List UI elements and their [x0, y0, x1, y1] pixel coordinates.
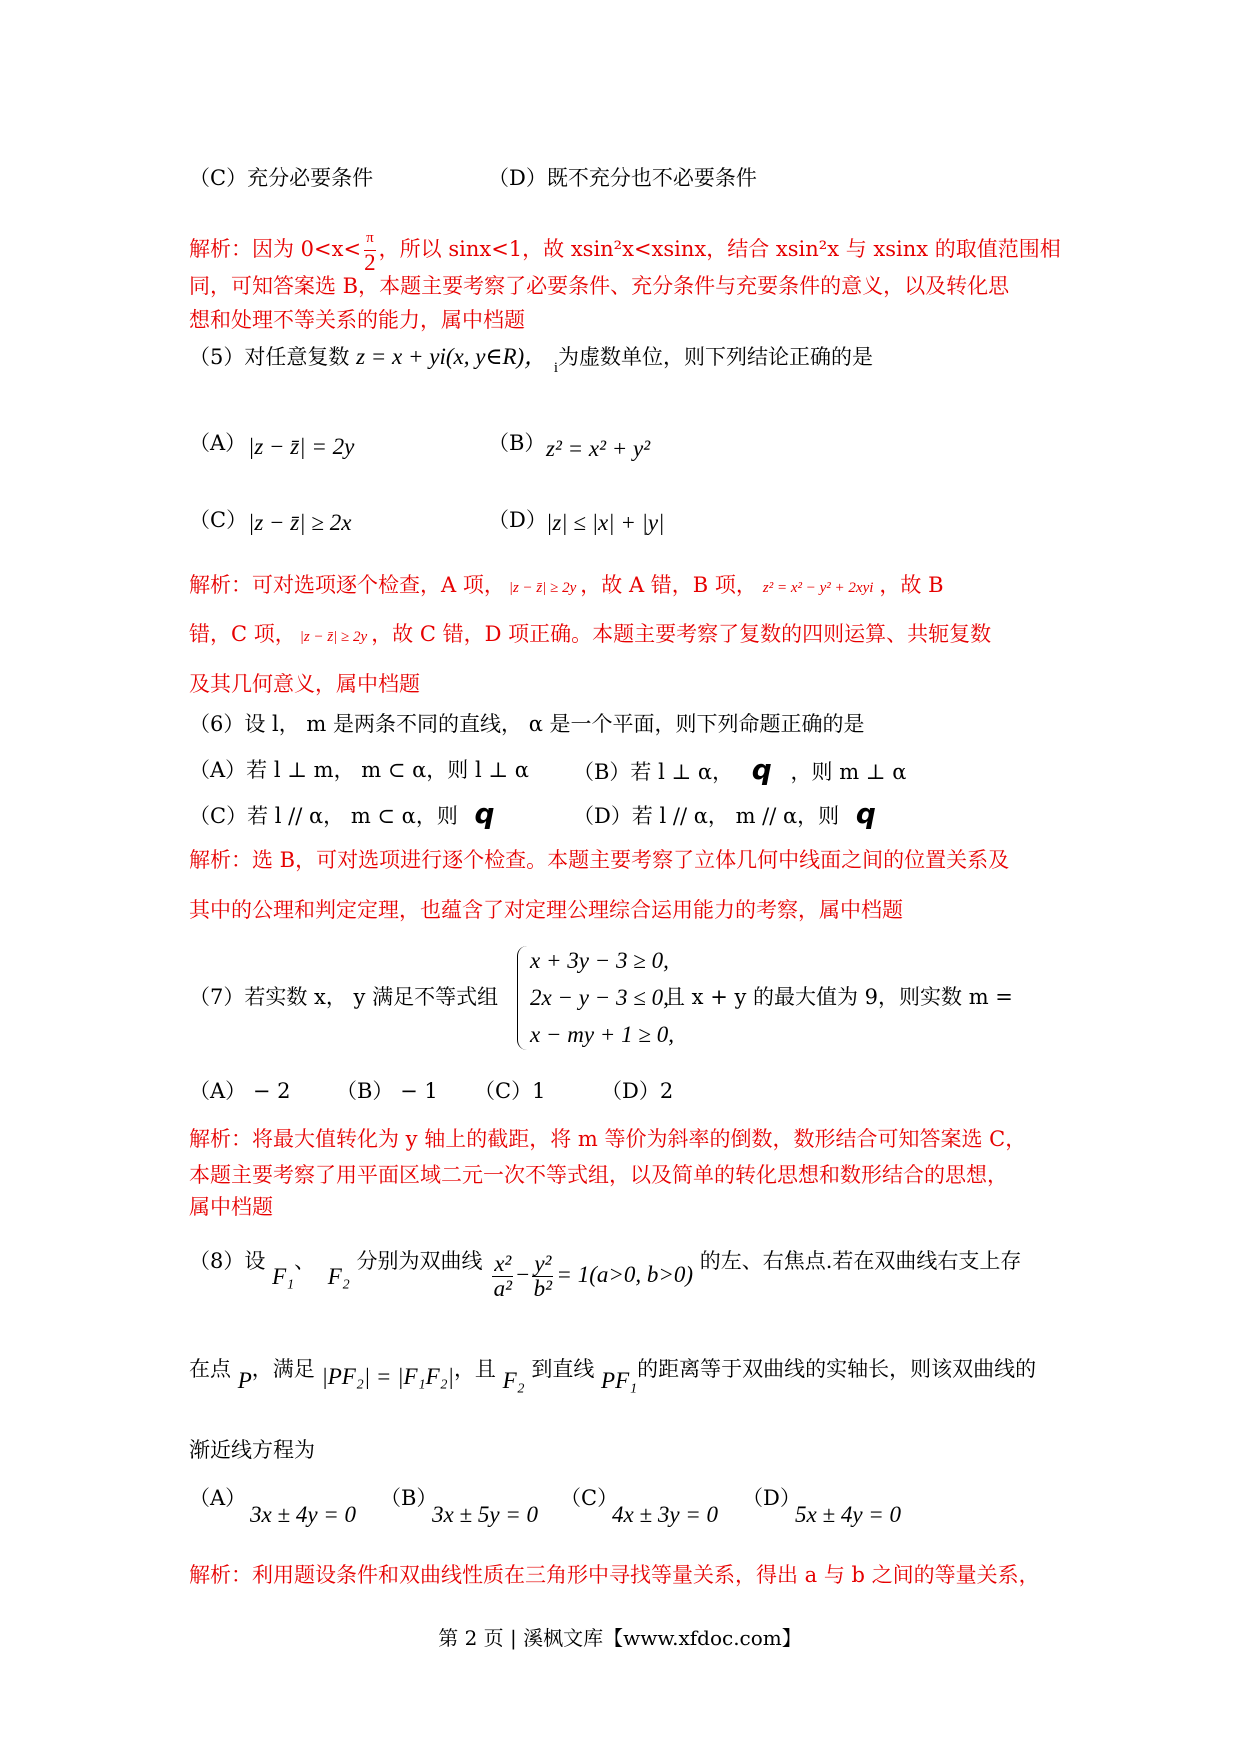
q6-missing-formula-glyph: q [855, 797, 876, 830]
q5-analysis-text-5: ，故 C 错，D 项正确。本题主要考察了复数的四则运算、共轭复数 [371, 622, 992, 646]
q6-missing-formula-glyph: q [474, 797, 495, 830]
q5-analysis-text-3: ，故 B [879, 573, 944, 597]
q8-minus-sign: − [516, 1262, 530, 1287]
q8-option-d-formula: 5x ± 4y = 0 [795, 1502, 902, 1527]
q8-fraction-y [532, 1252, 553, 1301]
q5-option-a-formula: |z − z̄| = 2y [248, 434, 355, 459]
q5-option-a-label: （A） [189, 431, 247, 455]
q5-analysis-text: 解析：可对选项逐个检查，A 项， [189, 573, 505, 597]
q5-option-c-label: （C） [189, 508, 248, 532]
q8-condition-formula: |PF₂| = |F₁F₂| [321, 1364, 454, 1389]
q7-option-b: （B） − 1 [336, 1079, 438, 1103]
q7-analysis-line-2: 本题主要考察了用平面区域二元一次不等式组，以及简单的转化思想和数形结合的思想， [189, 1163, 1008, 1187]
q8-fraction-x [492, 1252, 513, 1301]
q6-option-d [573, 799, 876, 831]
q8-option-d-label: （D） [742, 1486, 801, 1510]
q8-stem-line-1 [189, 1238, 1022, 1301]
q5-stem [189, 342, 873, 375]
q8-stem-text-2: 分别为双曲线 [356, 1249, 483, 1273]
q5-stem-formula: z = x + yi(x, y∈R)， [356, 344, 548, 369]
q8-option-a-label: （A） [189, 1486, 247, 1510]
q6-option-c-text: （C）若 l // α， m ⊂ α，则 [189, 804, 458, 828]
q4-analysis-text-cont: ，所以 sinx<1，故 xsin²x<xsinx，结合 xsin²x 与 xsinx 的取值范围相 [378, 237, 1061, 261]
q8-stem-text: （8）设 [189, 1249, 266, 1273]
q8-focus-f2: F₂ [327, 1264, 350, 1289]
q4-analysis-line-1 [189, 226, 1061, 275]
q7-option-a: （A） − 2 [189, 1079, 291, 1103]
q8-fraction-y-denominator: b² [533, 1276, 553, 1301]
q8-fraction-x-numerator: x² [494, 1251, 512, 1276]
q5-analysis-text-4: 错，C 项， [189, 622, 296, 646]
q5-option-c-formula: |z − z̄| ≥ 2x [248, 510, 352, 535]
q8-point-p: P [237, 1368, 252, 1393]
q5-option-d-formula: |z| ≤ |x| + |y| [546, 510, 665, 535]
q7-stem-cont: 且 x + y 的最大值为 9，则实数 m = [664, 985, 1013, 1009]
q6-missing-formula-glyph: q [751, 753, 772, 786]
q7-system-line-2: 2x − y − 3 ≤ 0, [530, 985, 669, 1010]
q4-option-c: （C）充分必要条件 [189, 166, 374, 190]
q8-stem-text-3: 的左、右焦点.若在双曲线右支上存 [699, 1249, 1022, 1273]
q5-analysis-formula-2: z² = x² − y² + 2xyi [762, 580, 874, 596]
q6-option-d-text: （D）若 l // α， m // α，则 [573, 804, 840, 828]
q8-stem-text-5: ，满足 [251, 1357, 315, 1381]
q8-line-pf1: PF₁ [601, 1368, 638, 1393]
q4-analysis-line-2: 同，可知答案选 B，本题主要考察了必要条件、充分条件与充要条件的意义，以及转化思 [189, 274, 1010, 298]
q8-stem-text-6: ，且 [453, 1357, 496, 1381]
q8-stem-text-8: 的距离等于双曲线的实轴长，则该双曲线的 [637, 1357, 1037, 1381]
q5-stem-text-cont: 为虚数单位，则下列结论正确的是 [558, 345, 874, 369]
q6-option-c [189, 799, 495, 831]
q5-imaginary-unit: i [553, 360, 559, 376]
q7-option-c: （C）1 [474, 1079, 546, 1103]
q7-system-line-3: x − my + 1 ≥ 0, [530, 1022, 674, 1047]
q6-stem: （6）设 l， m 是两条不同的直线， α 是一个平面，则下列命题正确的是 [189, 712, 865, 736]
q7-system-brace [517, 946, 528, 1050]
q8-equation-rhs: = 1(a>0, b>0) [556, 1262, 694, 1287]
q4-analysis-line-3: 想和处理不等关系的能力，属中档题 [189, 308, 525, 332]
q6-analysis-line-2: 其中的公理和判定定理，也蕴含了对定理公理综合运用能力的考察，属中档题 [189, 898, 903, 922]
q5-analysis-line-3: 及其几何意义，属中档题 [189, 672, 420, 696]
q6-option-b [573, 755, 906, 787]
q5-analysis-formula-1: |z − z̄| ≥ 2y [508, 580, 577, 596]
q7-analysis-line-1: 解析：将最大值转化为 y 轴上的截距，将 m 等价为斜率的倒数，数形结合可知答案选 C， [189, 1127, 1027, 1151]
q6-option-b-text-cont: ，则 m ⊥ α [790, 760, 907, 784]
q8-focus-f1: F₁ [272, 1264, 295, 1289]
q8-focus-f2-ref: F₂ [502, 1368, 525, 1393]
q7-stem: （7）若实数 x， y 满足不等式组 [189, 985, 499, 1009]
q5-option-b-label: （B） [488, 431, 546, 455]
pi-over-two-fraction [364, 226, 376, 275]
q8-stem-line-3: 渐近线方程为 [189, 1438, 315, 1462]
q5-stem-text: （5）对任意复数 [189, 345, 350, 369]
q7-system-line-1: x + 3y − 3 ≥ 0, [530, 948, 669, 973]
q6-analysis-line-1: 解析：选 B，可对选项进行逐个检查。本题主要考察了立体几何中线面之间的位置关系及 [189, 848, 1010, 872]
q8-option-b-label: （B） [380, 1486, 438, 1510]
q8-stem-line-2 [189, 1354, 1037, 1393]
q4-analysis-text: 解析：因为 0<x< [189, 237, 362, 261]
q4-option-d: （D）既不充分也不必要条件 [488, 166, 757, 190]
q6-option-b-text: （B）若 l ⊥ α， [573, 760, 734, 784]
q8-stem-text-7: 到直线 [531, 1357, 595, 1381]
q5-option-b-formula: z² = x² + y² [546, 436, 651, 461]
q8-analysis-line-1: 解析：利用题设条件和双曲线性质在三角形中寻找等量关系，得出 a 与 b 之间的等量关系， [189, 1563, 1040, 1587]
q7-option-d: （D）2 [601, 1079, 674, 1103]
q5-option-d-label: （D） [488, 508, 547, 532]
q8-option-c-label: （C） [560, 1486, 619, 1510]
q8-option-a-formula: 3x ± 4y = 0 [250, 1502, 357, 1527]
q8-fraction-x-denominator: a² [493, 1276, 512, 1301]
page-footer: 第 2 页 | 溪枫文库【www.xfdoc.com】 [438, 1626, 802, 1650]
q8-separator: 、 [294, 1249, 316, 1273]
q8-stem-text-4: 在点 [189, 1357, 231, 1381]
q7-analysis-line-3: 属中档题 [189, 1195, 273, 1219]
q5-analysis-formula-3: |z − z̄| ≥ 2y [299, 629, 368, 645]
q5-analysis-line-2 [189, 619, 991, 652]
q8-option-b-formula: 3x ± 5y = 0 [432, 1502, 539, 1527]
fraction-numerator: π [364, 226, 376, 251]
q5-analysis-line-1 [189, 570, 944, 603]
q5-analysis-text-2: ，故 A 错，B 项， [580, 573, 757, 597]
q8-option-c-formula: 4x ± 3y = 0 [612, 1502, 719, 1527]
fraction-denominator: 2 [364, 250, 376, 275]
q8-fraction-y-numerator: y² [534, 1251, 552, 1276]
q6-option-a: （A）若 l ⊥ m， m ⊂ α，则 l ⊥ α [189, 758, 529, 782]
